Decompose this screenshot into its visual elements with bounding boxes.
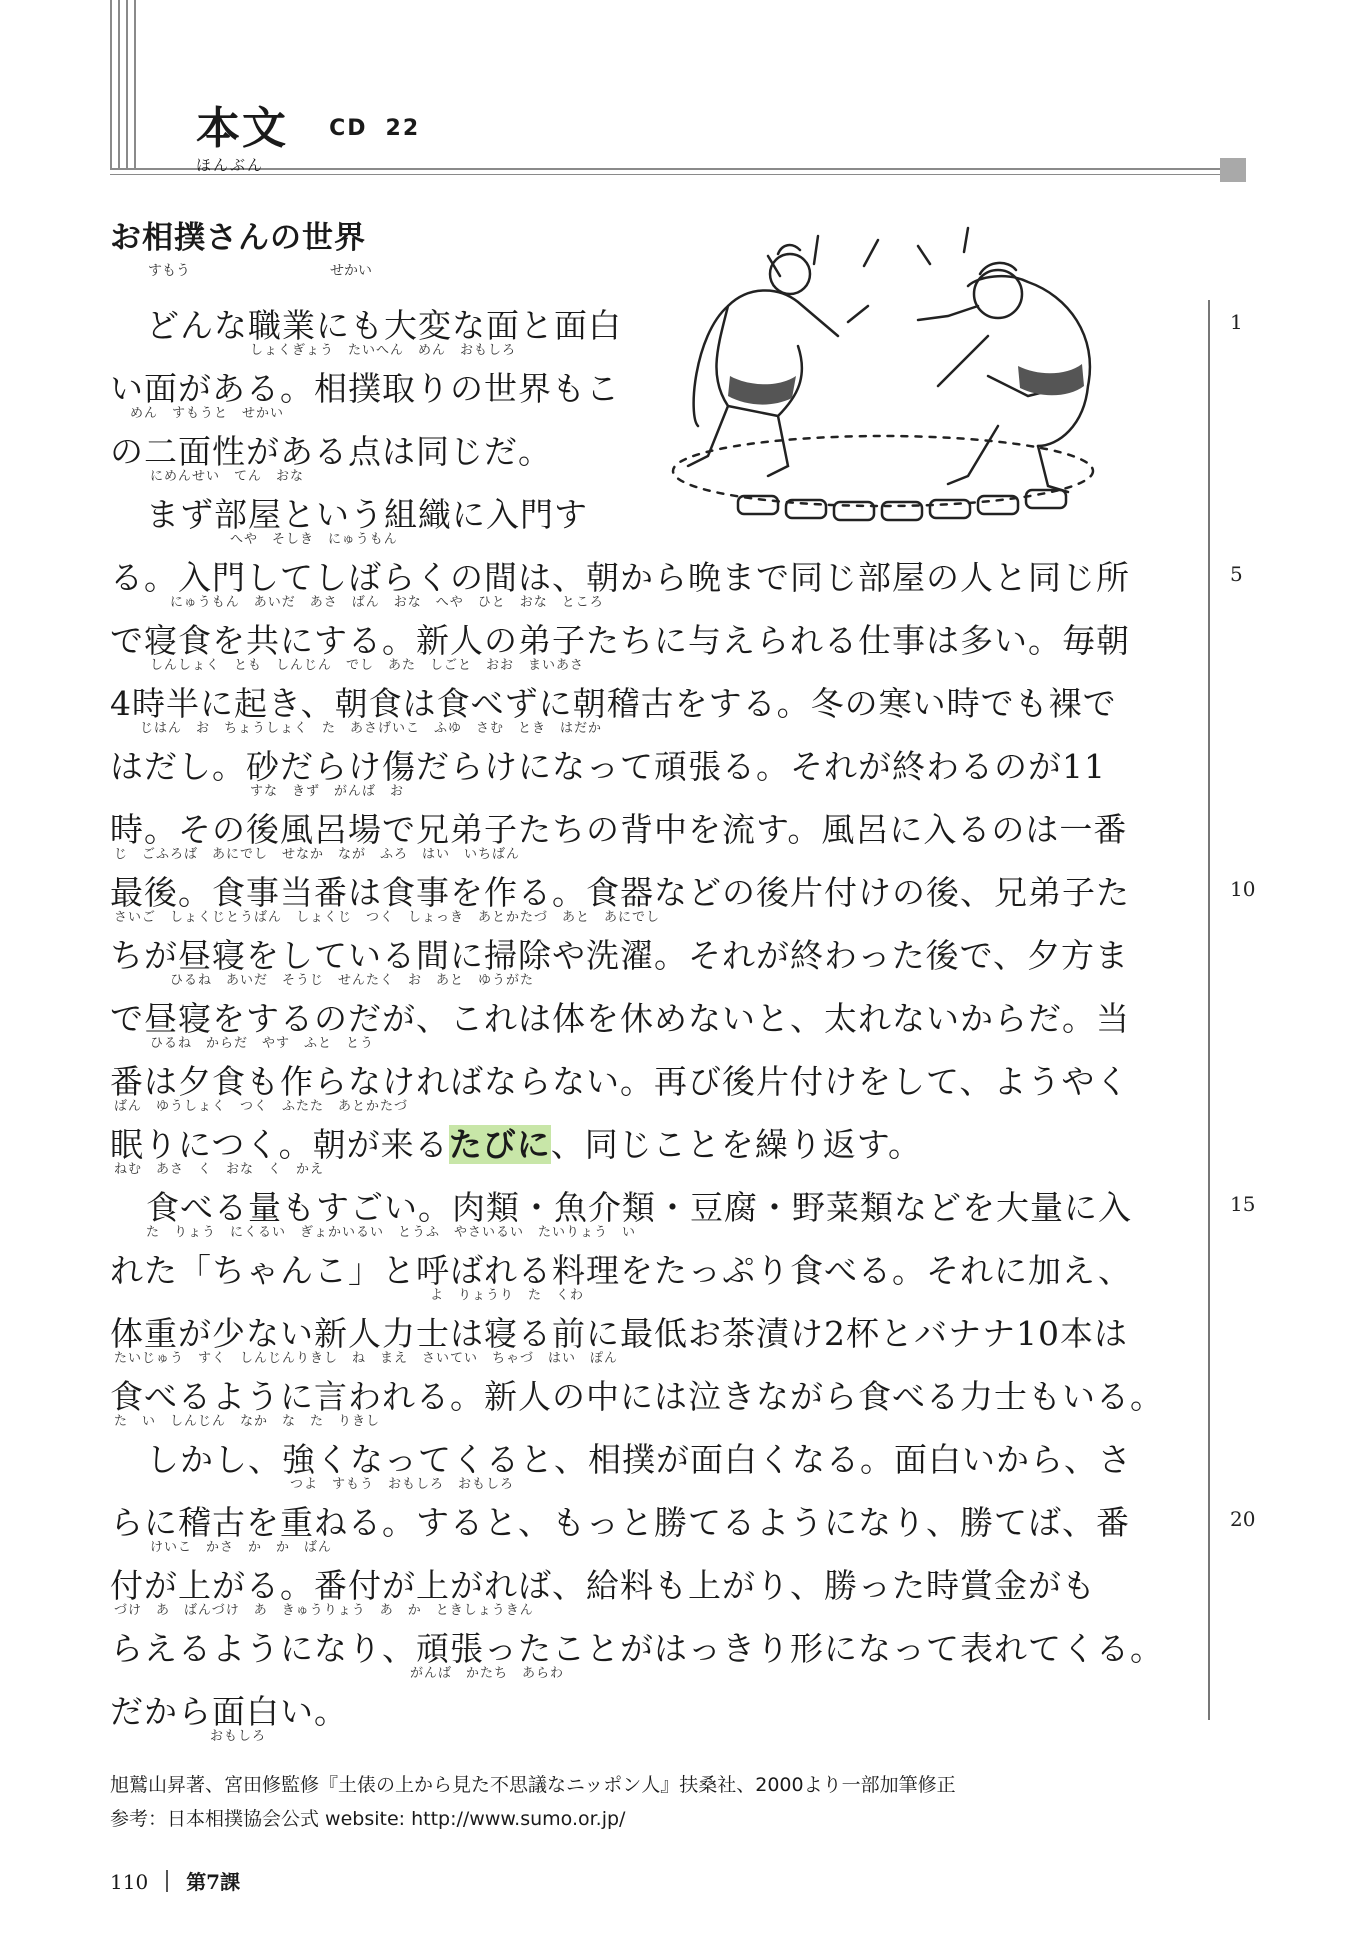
- frame-line: [118, 0, 120, 170]
- line-text: で昼寝をするのだが、これは体を休めないと、太れないからだ。当: [110, 999, 1130, 1038]
- cd-track-number: 22: [385, 116, 421, 141]
- text-line: [110, 1554, 1150, 1617]
- line-number: 20: [1230, 1507, 1256, 1531]
- text-line: [110, 861, 1150, 924]
- line-text: い面がある。相撲取りの世界もこ: [110, 369, 620, 408]
- line-text: らえるようになり、頑張ったことがはっきり形になって表れてくる。: [110, 1629, 1164, 1668]
- furigana: づけ あ ばんづけ あ きゅうりょう あ か ときしょうきん: [114, 1603, 534, 1618]
- lesson-header: [196, 92, 420, 175]
- line-text: どんな職業にも大変な面と面白: [146, 306, 622, 345]
- furigana: しんしょく とも しんじん でし あた しごと おお まいあさ: [150, 658, 585, 673]
- page-footer: [110, 1866, 240, 1895]
- page-number: 110: [110, 1870, 149, 1894]
- frame-line: [110, 0, 112, 170]
- line-text: 時。その後風呂場で兄弟子たちの背中を流す。風呂に入るのは一番: [110, 810, 1128, 849]
- section-ruby-sumou: すもう: [148, 263, 190, 279]
- frame-line: [126, 0, 128, 170]
- line-number: 5: [1230, 562, 1243, 586]
- line-text: 番は夕食も作らなければならない。再び後片付けをして、ようやく: [110, 1062, 1130, 1101]
- furigana: つよ すもう おもしろ おもしろ: [290, 1477, 515, 1492]
- text-line: [110, 420, 650, 483]
- furigana: にめんせい てん おな: [150, 469, 305, 484]
- highlighted-phrase: たびに: [448, 1125, 551, 1164]
- lesson-label: 第7課: [186, 1870, 241, 1894]
- furigana: ひるね からだ やす ふと とう: [150, 1036, 375, 1051]
- line-text: はだし。砂だらけ傷だらけになって頑張る。それが終わるのが11: [110, 747, 1106, 786]
- text-line: [110, 798, 1150, 861]
- line-text: 食べる量もすごい。肉類・魚介類・豆腐・野菜類などを大量に入: [146, 1188, 1132, 1227]
- furigana: じはん お ちょうしょく た あさげいこ ふゆ さむ とき はだか: [140, 721, 603, 736]
- line-text: ちが昼寝をしている間に掃除や洗濯。それが終わった後で、夕方ま: [110, 936, 1130, 975]
- text-line: [110, 672, 1150, 735]
- section-ruby-sekai: せかい: [330, 263, 372, 279]
- credits: [110, 1768, 956, 1836]
- section-title: お相撲さんの世界: [110, 220, 366, 256]
- source-citation: 旭鷲山昇著、宮田修監修『土俵の上から見た不思議なニッポン人』扶桑社、2000より一部加筆修正: [110, 1774, 956, 1796]
- line-text: しかし、強くなってくると、相撲が面白くなる。面白いから、さ: [146, 1440, 1132, 1479]
- text-line: [110, 546, 1150, 609]
- furigana: よ りょうり た くわ: [430, 1288, 585, 1303]
- furigana: へや そしき にゅうもん: [230, 532, 398, 547]
- cd-track: [329, 116, 420, 141]
- line-text: らに稽古を重ねる。すると、もっと勝てるようになり、勝てば、番: [110, 1503, 1130, 1542]
- text-line: [110, 987, 1150, 1050]
- line-number: 15: [1230, 1192, 1256, 1216]
- text-line: [110, 1176, 1150, 1239]
- line-text: 食べるように言われる。新人の中には泣きながら食べる力士もいる。: [110, 1377, 1164, 1416]
- text-line: [110, 735, 1150, 798]
- cd-label: CD: [329, 116, 368, 141]
- line-text: れた「ちゃんこ」と呼ばれる料理をたっぷり食べる。それに加え、: [110, 1251, 1132, 1290]
- furigana: がんば かたち あらわ: [410, 1666, 565, 1681]
- line-text: まず部屋という組織に入門す: [146, 495, 588, 534]
- page-title: 本文: [196, 103, 288, 154]
- main-text: [110, 294, 1164, 1744]
- line-text: 付が上がる。番付が上がれば、給料も上がり、勝った時賞金がも: [110, 1566, 1096, 1605]
- furigana: さいご しょくじとうばん しょくじ つく しょっき あとかたづ あと あにでし: [114, 910, 661, 925]
- furigana: じ ごふろば あにでし せなか なが ふろ はい いちばん: [114, 847, 521, 862]
- line-text: で寝食を共にする。新人の弟子たちに与えられる仕事は多い。毎朝: [110, 621, 1130, 660]
- furigana: めん すもうと せかい: [130, 406, 285, 421]
- furigana: ばん ゆうしょく つく ふたた あとかたづ: [114, 1099, 409, 1114]
- line-text: 4時半に起き、朝食は食べずに朝稽古をする。冬の寒い時でも裸で: [110, 684, 1117, 723]
- reference-link: 参考：日本相撲協会公式 website: http://www.sumo.or.jp/: [110, 1808, 626, 1830]
- line-number: 1: [1230, 310, 1243, 334]
- text-line: [110, 1491, 1150, 1554]
- corner-marker: [1220, 158, 1246, 182]
- furigana: ひるね あいだ そうじ せんたく お あと ゆうがた: [170, 973, 535, 988]
- line-text: だから面白い。: [110, 1692, 348, 1731]
- text-line: [110, 294, 686, 357]
- line-number: 10: [1230, 877, 1256, 901]
- furigana: しょくぎょう たいへん めん おもしろ: [250, 343, 517, 358]
- footer-separator: [166, 1870, 168, 1892]
- text-line: [110, 1428, 1150, 1491]
- line-text: の二面性がある点は同じだ。: [110, 432, 552, 471]
- furigana: ねむ あさ く おな く かえ: [114, 1162, 325, 1177]
- title-ruby: ほんぶん: [196, 156, 265, 174]
- text-line: [110, 1050, 1150, 1113]
- line-text: 眠りにつく。朝が来る: [110, 1125, 449, 1164]
- furigana: おもしろ: [210, 1729, 267, 1744]
- furigana: すな きず がんば お: [250, 784, 405, 799]
- furigana: た い しんじん なか な た りきし: [114, 1414, 381, 1429]
- text-line: [110, 1680, 1150, 1743]
- furigana: けいこ かさ か か ばん: [150, 1540, 333, 1555]
- text-line: [110, 483, 686, 546]
- line-text: 最後。食事当番は食事を作る。食器などの後片付けの後、兄弟子た: [110, 873, 1130, 912]
- text-line: [110, 357, 650, 420]
- text-line: [110, 1302, 1150, 1365]
- text-line: [110, 1239, 1150, 1302]
- text-line: [110, 924, 1150, 987]
- frame-line: [134, 0, 136, 170]
- furigana: にゅうもん あいだ あさ ばん おな へや ひと おな ところ: [170, 595, 604, 610]
- furigana: た りょう にくるい ぎょかいるい とうふ やさいるい たいりょう い: [146, 1225, 637, 1240]
- line-text: る。入門してしばらくの間は、朝から晩まで同じ部屋の人と同じ所: [110, 558, 1130, 597]
- text-line: [110, 1113, 1150, 1176]
- line-text: 、同じことを繰り返す。: [550, 1125, 923, 1164]
- text-line: [110, 609, 1150, 672]
- text-line: [110, 1365, 1164, 1429]
- margin-rule: [1208, 300, 1210, 1720]
- line-text: 体重が少ない新人力士は寝る前に最低お茶漬け2杯とバナナ10本は: [110, 1314, 1128, 1353]
- furigana: たいじゅう すく しんじんりきし ね まえ さいてい ちゃづ はい ぽん: [114, 1351, 619, 1366]
- text-line: [110, 1617, 1164, 1681]
